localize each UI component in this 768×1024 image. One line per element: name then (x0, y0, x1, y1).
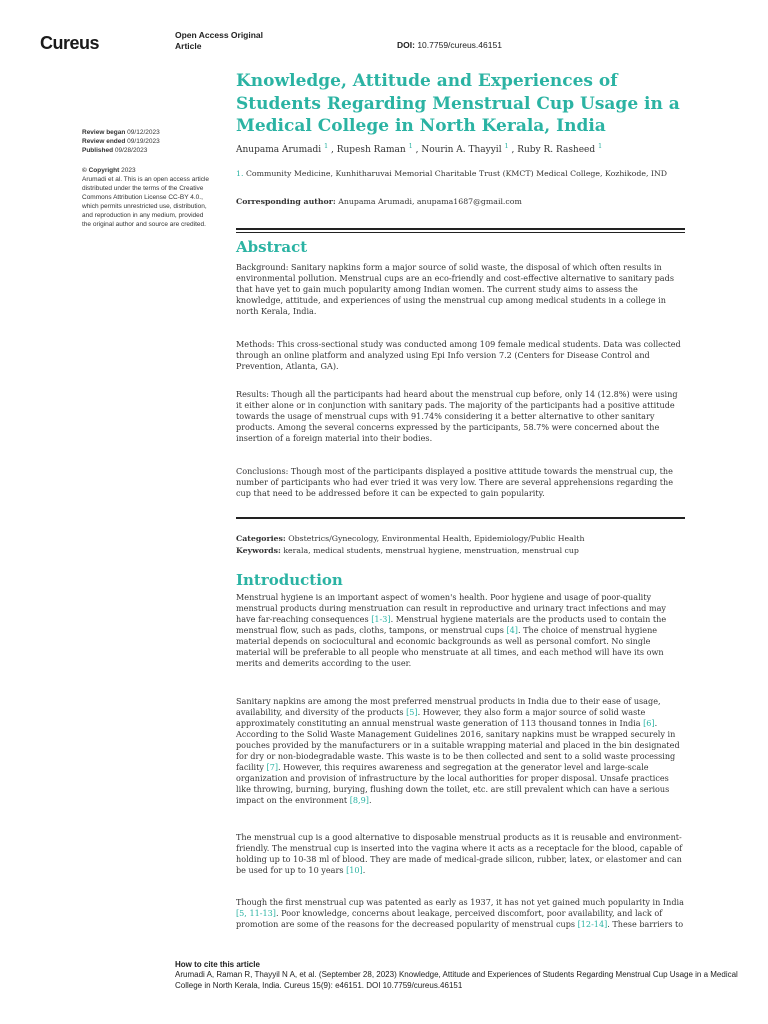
author-affiliation-sup[interactable]: 1 (504, 142, 509, 150)
license-text: Arumadi et al. This is an open access article distributed under the terms of the Creative Commons Attribution License CC-BY 4.0., which permits unrestricted use, distribution, and reproduction in any medium, provided the original author and source are credited. (82, 176, 210, 228)
review-began-date: 09/12/2023 (127, 129, 160, 136)
paragraph-text: . Menstrual hygiene materials are the products used to contain the menstrual flow, such as pads, cloths, tampons, or menstrual cups (236, 614, 667, 635)
paragraph-text: . However, they also form a major source of solid waste approximately constituting an annual menstrual waste generation of 113 thousand tonnes in India (236, 707, 646, 728)
copyright-year: 2023 (121, 167, 136, 174)
paragraph-text: Sanitary napkins are among the most preferred menstrual products in India due to their ease of usage, availability, and diversity of the products (236, 696, 661, 717)
abstract-results: Results: Though all the participants had heard about the menstrual cup before, only 14 (12.8%) were using it either alone or in conjunction with sanitary pads. The majority of the participants had a positive attitude towards the usage of menstrual cups with 91.74% considering it a better alternative to other sanitary products. Among the several concerns expressed by the participants, 58.7% were concerned about the insertion of a foreign material into their bodies. (236, 389, 678, 443)
divider (236, 228, 685, 230)
intro-paragraph (236, 696, 685, 806)
divider (236, 232, 685, 233)
affiliation (236, 169, 667, 178)
introduction-heading: Introduction (236, 571, 343, 589)
citation-reference-link[interactable]: [1-3] (371, 614, 391, 624)
article-type-line1: Open Access Original (175, 30, 264, 40)
review-began-label: Review began (82, 129, 126, 136)
corresponding-text[interactable]: Anupama Arumadi, anupama1687@gmail.com (338, 197, 522, 206)
citation-reference-link[interactable]: [4] (506, 625, 518, 635)
author-name[interactable]: Nourin A. Thayyil (421, 145, 502, 155)
intro-paragraph (236, 832, 685, 876)
abstract-conclusions: Conclusions: Though most of the participants displayed a positive attitude towards the menstrual cup, the number of participants who had ever tried it was very low. There are several apprehensions regarding the cup that need to be addressed before it can be expected to gain popularity. (236, 466, 674, 498)
published-date: 09/28/2023 (114, 147, 148, 154)
paragraph-text: . (362, 865, 366, 875)
doi-value: 10.7759/cureus.46151 (417, 40, 502, 50)
article-type-line2: Article (175, 41, 202, 51)
divider (236, 517, 685, 519)
corresponding-label: Corresponding author: (236, 197, 336, 206)
citation-heading: How to cite this article (175, 960, 260, 969)
review-began (82, 128, 214, 137)
author-affiliation-sup[interactable]: 1 (324, 142, 329, 150)
published (82, 146, 214, 155)
review-ended-label: Review ended (82, 138, 126, 145)
paragraph-text: Menstrual hygiene is an important aspect of women's health. Poor hygiene and usage of poor-quality menstrual products during menstruation can result in reproductive and urinary tract infections and may have far-reaching consequences (236, 592, 666, 624)
categories-text: Obstetrics/Gynecology, Environmental Health, Epidemiology/Public Health (288, 534, 585, 543)
review-ended (82, 137, 214, 146)
doi[interactable] (397, 40, 502, 50)
journal-logo[interactable]: Cureus (40, 33, 100, 53)
abstract-background: Background: Sanitary napkins form a major source of solid waste, the disposal of which often results in environmental pollution. Menstrual cups are an eco-friendly and cost-effective alternative to sanitary pads that have yet to gain much popularity among Indian women. The current study aims to assess the knowledge, attitude, and experiences of using the menstrual cup among medical students in a college in north Kerala, India. (236, 262, 674, 316)
paragraph-text: The menstrual cup is a good alternative to disposable menstrual products as it is reusable and environment-friendly. The menstrual cup is inserted into the vagina where it acts as a receptacle for the blood, capable of holding up to 10-38 ml of blood. They are made of medical-grade silicon, rubber, latex, or elastomer and can be used for up to 10 years (236, 832, 683, 875)
author-name[interactable]: Ruby R. Rasheed (517, 145, 596, 155)
citation-reference-link[interactable]: [5] (406, 707, 418, 717)
categories-label: Categories: (236, 534, 286, 543)
abstract-methods: Methods: This cross-sectional study was conducted among 109 female medical students. Data was collected through an online platform and analyzed using Epi Info version 7.2 (Centers for Disease Control and Prevention, Atlanta, GA). (236, 339, 681, 371)
citation-reference-link[interactable]: [8,9] (349, 795, 369, 805)
author-list: Anupama Arumadi $^1$ , Rupesh Raman $^1$ , Nourin A. Thayyil $^1$ , Ruby R. Rasheed $^1$ (236, 142, 603, 155)
keywords (236, 546, 579, 555)
affiliation-number: 1. (236, 169, 244, 178)
sidebar-meta (82, 128, 214, 229)
keywords-label: Keywords: (236, 546, 281, 555)
paragraph-text: . The choice of menstrual hygiene material depends on sociocultural and economic backgrounds as well as personal comfort. No single material will be preferable to all people who menstruate at all times, and each method will have its own merits and demerits according to the user. (236, 625, 664, 668)
intro-paragraph (236, 897, 685, 930)
paragraph-text: . Poor knowledge, concerns about leakage, perceived discomfort, poor availability, and lack of promotion are some of the reasons for the decreased popularity of menstrual cups (236, 908, 663, 929)
author-affiliation-sup[interactable]: 1 (408, 142, 413, 150)
corresponding-author (236, 197, 522, 206)
categories (236, 534, 584, 543)
abstract-heading: Abstract (236, 238, 308, 256)
article-title: Knowledge, Attitude and Experiences of Students Regarding Menstrual Cup Usage in a Medical College in North Kerala, India (236, 71, 680, 136)
copyright-label: © Copyright (82, 167, 120, 174)
review-ended-date: 09/19/2023 (127, 138, 160, 145)
copyright (82, 166, 214, 175)
author-affiliation-sup[interactable]: 1 (598, 142, 603, 150)
paragraph-text: . According to the Solid Waste Management Guidelines 2016, sanitary napkins must be wrapped securely in pouches provided by the manufacturers or in a suitable wrapping material and placed in the bin designated for dry or non-biodegradable waste. This waste is to be then collected and sent to a solid waste processing facility (236, 718, 680, 772)
citation-reference-link[interactable]: [12-14] (577, 919, 608, 929)
citation-reference-link[interactable]: [6] (643, 718, 655, 728)
citation-text: Arumadi A, Raman R, Thayyil N A, et al. (September 28, 2023) Knowledge, Attitude and Experiences of Students Regarding Menstrual Cup Usage in a Medical College in North Kerala, India. Cureus 15(9): e46151. DOI 10.7759/cureus.46151 (175, 970, 738, 990)
affiliation-text: Community Medicine, Kunhitharuvai Memorial Charitable Trust (KMCT) Medical College, Kozhikode, IND (245, 169, 668, 178)
author-name[interactable]: Rupesh Raman (336, 145, 406, 155)
citation-reference-link[interactable]: [7] (266, 762, 278, 772)
citation-reference-link[interactable]: [10] (346, 865, 363, 875)
paragraph-text: . (368, 795, 372, 805)
intro-paragraph (236, 592, 685, 669)
article-type (175, 30, 295, 52)
doi-label: DOI: (397, 40, 415, 50)
paragraph-text: . However, this requires awareness and segregation at the generator level and large-scale organization and provision of infrastructure by the local authorities for proper disposal. Unsafe practices like throwing, burning, burying, flushing down the toilet, etc. are still prevalent which can have a serious impact on the environment (236, 762, 670, 805)
keywords-text: kerala, medical students, menstrual hygiene, menstruation, menstrual cup (283, 546, 579, 555)
paragraph-text: . These barriers to (607, 919, 684, 929)
published-label: Published (82, 147, 114, 154)
citation-reference-link[interactable]: [5, 11-13] (236, 908, 276, 918)
author-name[interactable]: Anupama Arumadi (236, 145, 322, 155)
paragraph-text: Though the first menstrual cup was patented as early as 1937, it has not yet gained much popularity in India (236, 897, 684, 907)
